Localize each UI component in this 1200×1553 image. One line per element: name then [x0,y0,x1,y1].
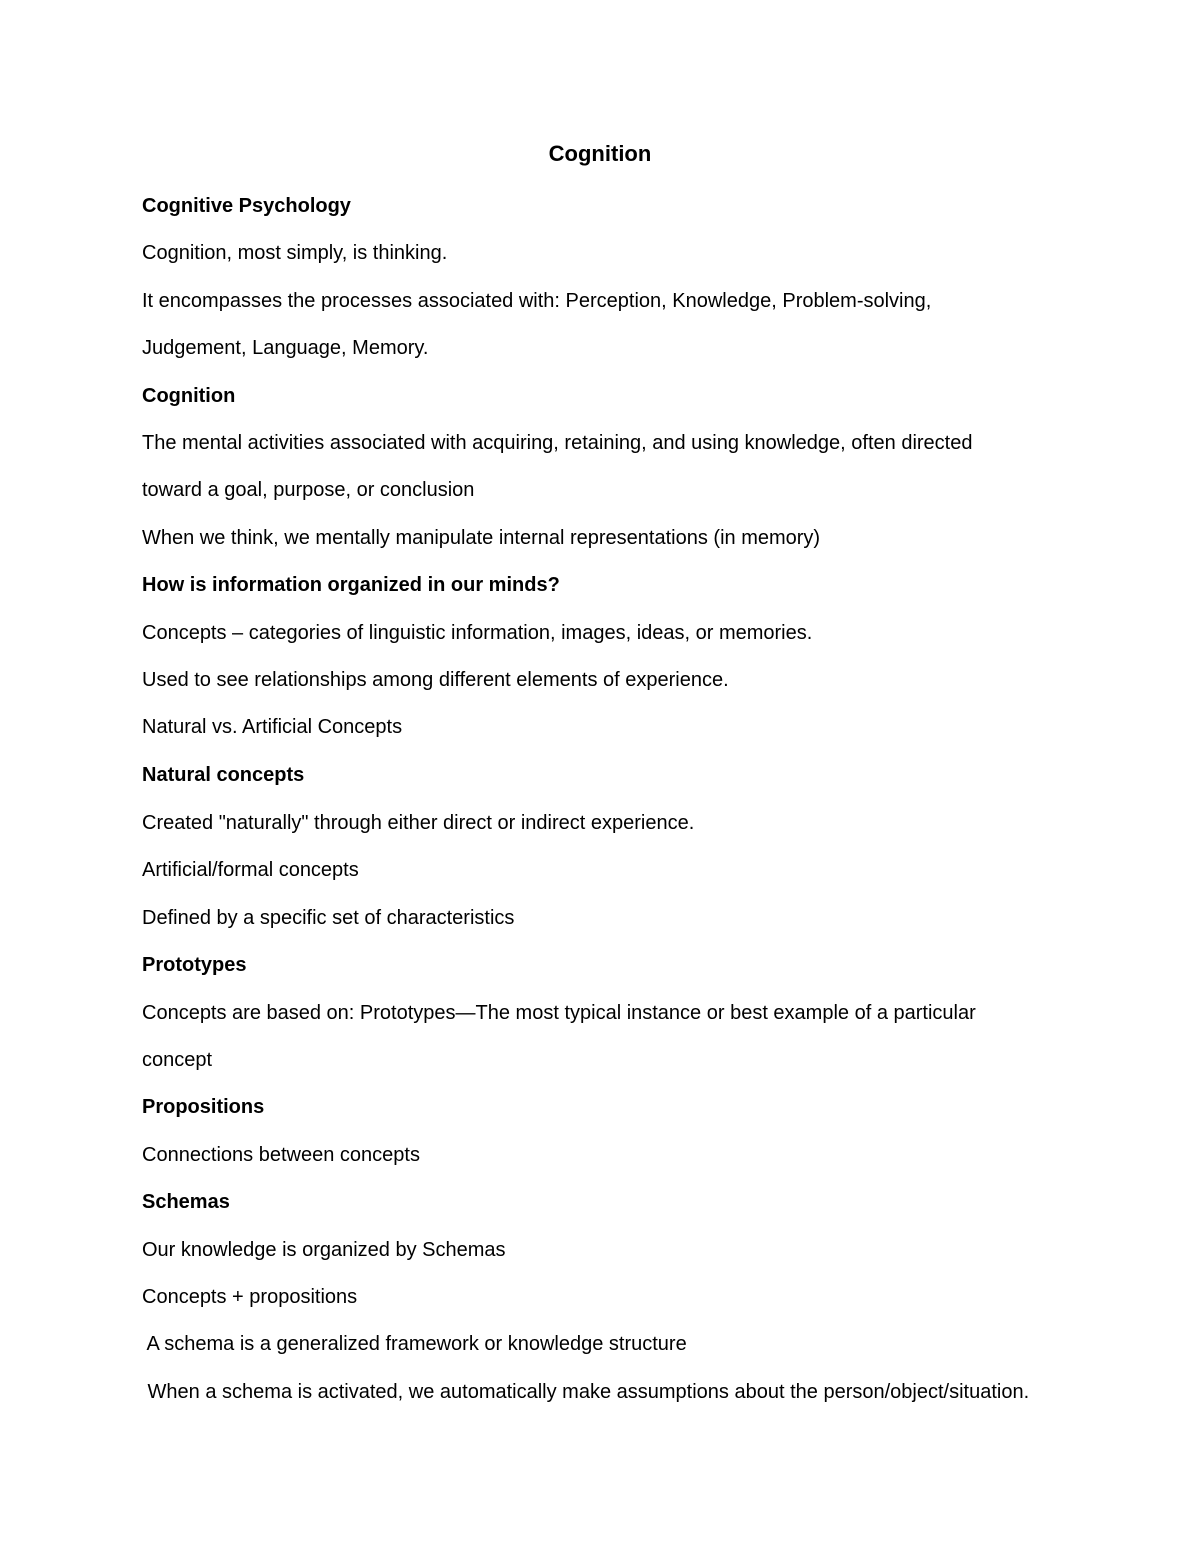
paragraph-line: Our knowledge is organized by Schemas [142,1239,506,1261]
paragraph-line: Judgement, Language, Memory. [142,337,429,359]
paragraph-line: The mental activities associated with acquiring, retaining, and using knowledge, often directed [142,432,973,454]
paragraph-line: concept [142,1049,213,1071]
page-title: Cognition [548,141,652,166]
paragraph-line: Artificial/formal concepts [142,859,359,881]
heading-cognition: Cognition [142,385,236,407]
paragraph-line: Created "naturally" through either direct or indirect experience. [142,812,695,834]
heading-natural-concepts: Natural concepts [142,764,305,786]
paragraph-line: When a schema is activated, we automatically make assumptions about the person/object/situation. [142,1381,1030,1403]
heading-schemas: Schemas [142,1191,230,1213]
paragraph-line: Concepts are based on: Prototypes—The most typical instance or best example of a particular [142,1002,976,1024]
paragraph-line: Defined by a specific set of characteristics [142,907,515,929]
paragraph-line: Cognition, most simply, is thinking. [142,242,448,264]
paragraph-line: Natural vs. Artificial Concepts [142,716,403,738]
paragraph-line: It encompasses the processes associated with: Perception, Knowledge, Problem-solving, [142,290,932,312]
paragraph-line: Concepts + propositions [142,1286,358,1308]
paragraph-line: Concepts – categories of linguistic information, images, ideas, or memories. [142,622,813,644]
heading-propositions: Propositions [142,1096,265,1118]
paragraph-line: A schema is a generalized framework or knowledge structure [142,1333,687,1355]
heading-cognitive-psychology: Cognitive Psychology [142,195,351,217]
heading-prototypes: Prototypes [142,954,247,976]
paragraph-line: toward a goal, purpose, or conclusion [142,479,475,501]
paragraph-line: When we think, we mentally manipulate internal representations (in memory) [142,527,821,549]
paragraph-line: Connections between concepts [142,1144,420,1166]
heading-information-organized: How is information organized in our minds? [142,574,560,596]
paragraph-line: Used to see relationships among different elements of experience. [142,669,729,691]
